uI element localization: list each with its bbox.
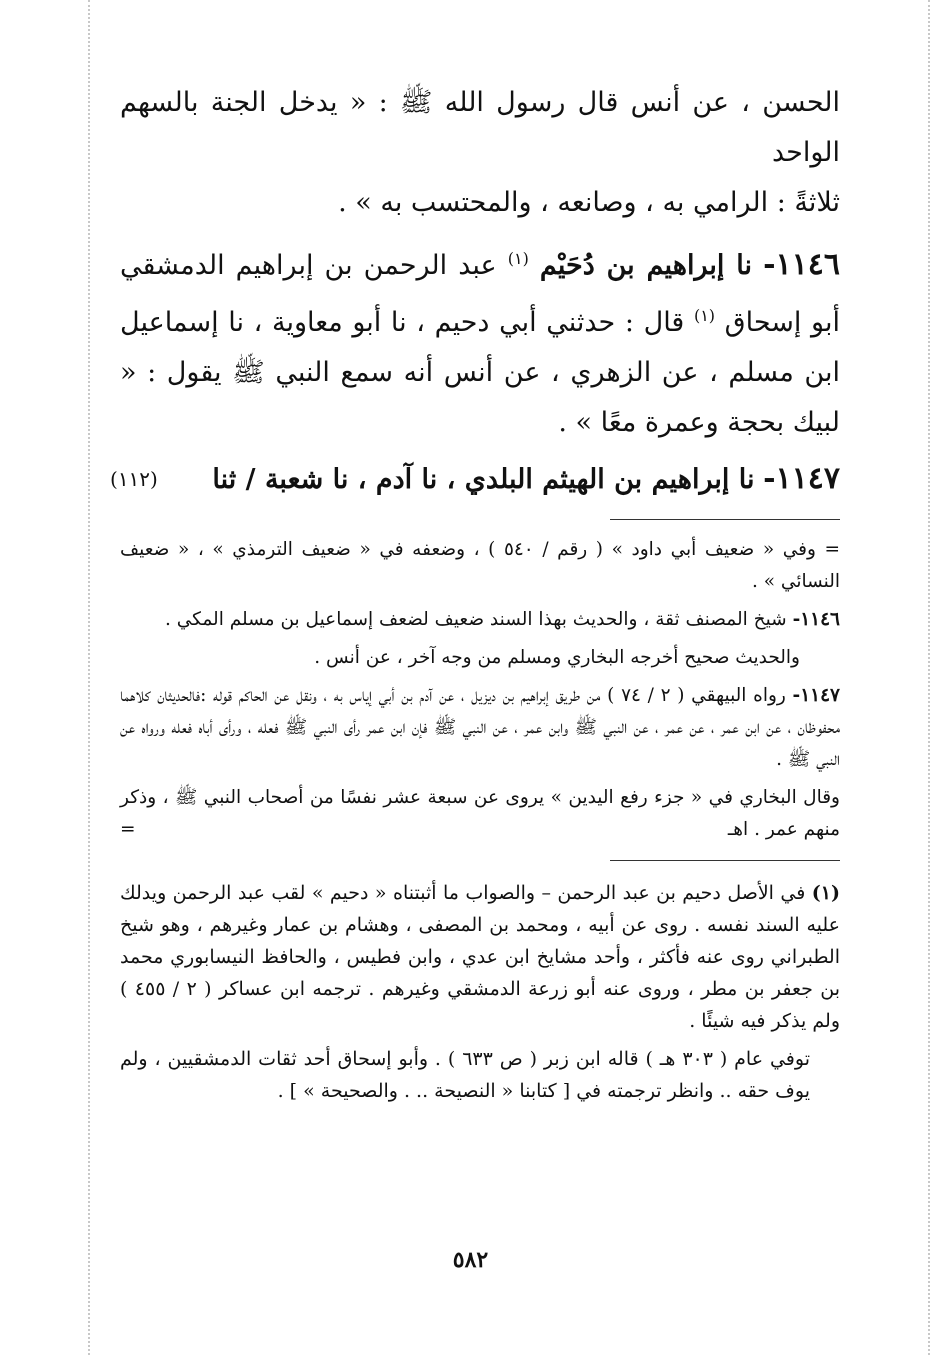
hadith-number: ١١٤٦- [763,247,840,282]
note-1: (١) في الأصل دحيم بن عبد الرحمن – والصواب ما أثبتناه « دحيم » لقب عبد الرحمن ويدلك عليه السند نفسه . روى عن أبيه ، ومحمد بن المصفى ، وهشام بن عمار وغيرهم ، وهو شيخ الطبراني روى عنه فأكثر ، وأحد مشايخ ابن عدي ، وابن فطيس ، والحافظ النيسابوري محمد بن جعفر بن مطر ، وروى عنه أبو زرعة الدمشقي وغيرهم . ترجمه ابن عساكر ( ٢ / ٤٥٥ ) ولم يذكر فيه شيئًا . [120,882,840,1032]
note-1-tail: توفي عام ( ٣٠٣ هـ ) قاله ابن زبر ( ص ٦٣٣ ) . وأبو إسحاق أحد ثقات الدمشقيين ، ولم يوف حقه .. وانظر ترجمته في [ كتابنا « النصيحة .. . والصحيحة » ] . [120,1048,810,1102]
hadith-1147: (١١٢) ١١٤٧- نا إبراهيم بن الهيثم البلدي ، نا آدم ، نا شعبة / ثنا [120,454,840,505]
hadith-1146: ١١٤٦- نا إبراهيم بن دُحَيْم $^{(١)}$ عبد الرحمن بن إبراهيم الدمشقي أبو إسحاق $^{(١)}$ قال : حدثني أبي دحيم ، نا أبو معاوية ، نا إسماعيل ابن مسلم ، عن الزهري ، عن أنس أنه سمع النبي ﷺ يقول : « لبيك بحجة وعمرة معًا » . [120,247,840,438]
hadith-continuation: الحسن ، عن أنس قال رسول الله ﷺ : « يدخل الجنة بالسهم الواحد ثلاثةً : الرامي به ، وصانعه ، والمحتسب به » . [120,87,840,218]
footnote-1147: ١١٤٧- رواه البيهقي ( ٢ / ٧٤ ) من طريق إبراهيم بن ديزيل ، عن آدم بن أبي إياس به ، ونقل عن الحاكم قوله :فالحديثان كلاهما محفوظان ، عن ابن عمر ، عن عمر ، عن النبي ﷺ وابن عمر ، عن النبي ﷺ فإن ابن عمر رأى النبي ﷺ فعله ، ورأى أباه فعله ورواه عن النبي ﷺ . [120,685,840,770]
footnote-ref: (١) [693,306,716,325]
page-content [110,78,840,1107]
scan-edge-left [88,0,90,1355]
footnote-continuation: = وفي « ضعيف أبي داود » ( رقم / ٥٤٠ ) ، وضعفه في « ضعيف الترمذي » ، « ضعيف النسائي » . [120,539,840,592]
footnote-1146: ١١٤٦- شيخ المصنف ثقة ، والحديث بهذا السند ضعيف لضعف إسماعيل بن مسلم المكي . [164,609,840,630]
margin-page-ref: (١١٢) [110,467,158,491]
hadith-number: ١١٤٧- [763,461,840,496]
editor-notes [120,877,840,1107]
footnote-divider [610,519,840,520]
continuation-mark: = [120,819,136,840]
scan-edge-right [928,0,930,1355]
notes-divider [610,860,840,861]
footnote-1147-note: وقال البخاري في « جزء رفع اليدين » يروى عن سبعة عشر نفسًا من أصحاب النبي ﷺ ، وذكر منهم عمر . اهـ = [120,782,840,846]
main-text [110,78,840,505]
footnote-ref: (١) [507,249,529,268]
takhrij-footnotes [120,534,840,846]
page-number: ٥٨٢ [452,1247,489,1273]
footnote-1146-note: والحديث صحيح أخرجه البخاري ومسلم من وجه آخر ، عن أنس . [314,647,800,668]
